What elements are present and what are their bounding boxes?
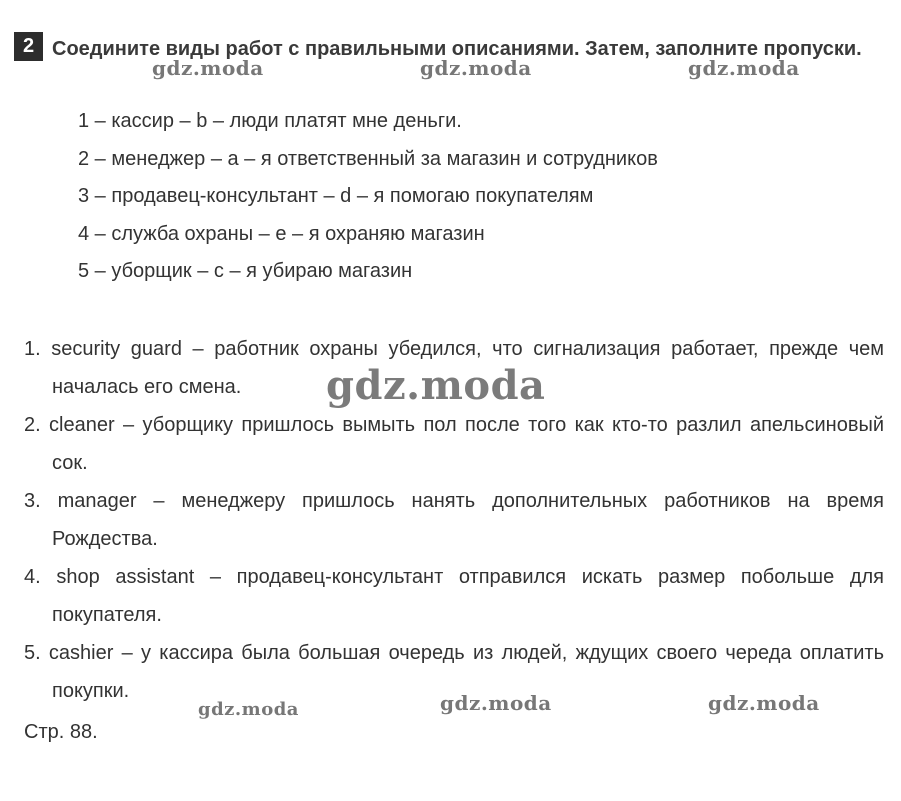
watermark: gdz.moda [420, 56, 532, 80]
task-number-badge: 2 [14, 32, 43, 61]
answer-item: 4. shop assistant – продавец-консультант отправился искать размер побольше для покупателя. [24, 566, 884, 626]
watermark: gdz.moda [152, 56, 264, 80]
watermark: gdz.moda [708, 691, 820, 715]
answer-item: 3. manager – менеджеру пришлось нанять дополнительных работников на время Рождества. [24, 490, 884, 550]
matching-item: 3 – продавец-консультант – d – я помогаю покупателям [78, 185, 594, 207]
answer-item: 1. security guard – работник охраны убедился, что сигнализация работает, прежде чем началась его смена. [24, 338, 884, 398]
watermark: gdz.moda [198, 699, 299, 720]
matching-item: 2 – менеджер – a – я ответственный за магазин и сотрудников [78, 147, 658, 170]
matching-item: 5 – уборщик – c – я убираю магазин [78, 260, 413, 282]
task-instruction: Соедините виды работ с правильными описаниями. Затем, заполните пропуски. [52, 38, 862, 60]
answer-item: 2. cleaner – уборщику пришлось вымыть пол после того как кто-то разлил апельсиновый сок. [24, 414, 884, 474]
fill-in-answers-list [24, 330, 884, 710]
matching-list [78, 103, 658, 291]
watermark: gdz.moda [326, 362, 546, 409]
watermark: gdz.moda [688, 56, 800, 80]
answer-item: 5. cashier – у кассира была большая очередь из людей, ждущих своего череда оплатить покупки. [24, 642, 884, 702]
matching-item: 1 – кассир – b – люди платят мне деньги. [78, 110, 462, 132]
page-reference: Стр. 88. [24, 721, 98, 743]
matching-item: 4 – служба охраны – e – я охраняю магазин [78, 222, 485, 245]
watermark: gdz.moda [440, 691, 552, 715]
